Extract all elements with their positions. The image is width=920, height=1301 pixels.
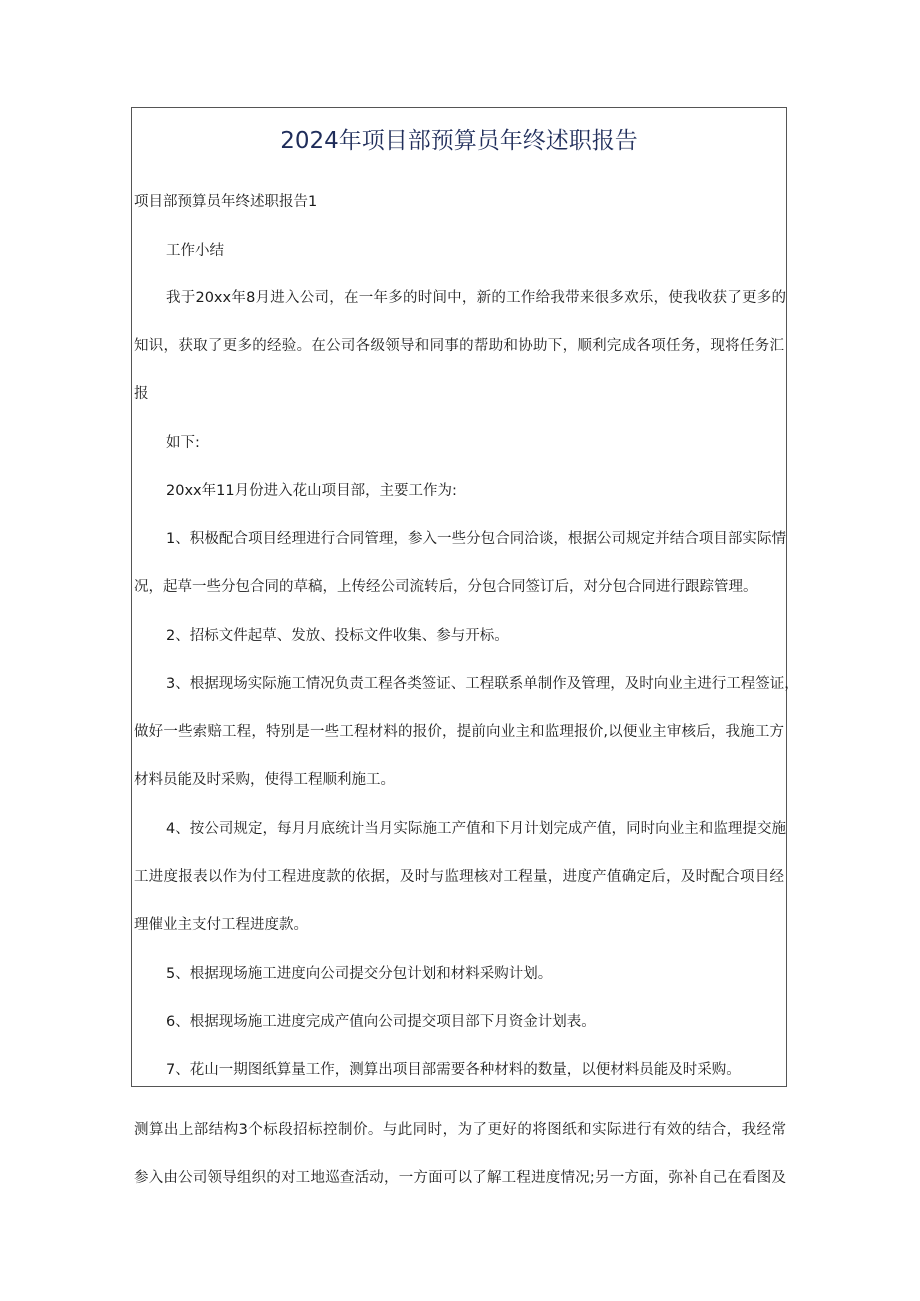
section-heading: 工作小结 — [166, 243, 224, 259]
item1-line-1: 1、积极配合项目经理进行合同管理，参入一些分包合同洽谈，根据公司规定并结合项目部实际情 — [166, 531, 786, 547]
item4-line-2: 工进度报表以作为付工程进度款的依据，及时与监理核对工程量，进度产值确定后，及时配合项目经 — [134, 869, 784, 885]
item4-line-3: 理催业主支付工程进度款。 — [134, 917, 308, 933]
item3-line-1: 3、根据现场实际施工情况负责工程各类签证、工程联系单制作及管理，及时向业主进行工程签证， — [166, 676, 799, 692]
continuation-line-1: 测算出上部结构3个标段招标控制价。与此同时，为了更好的将图纸和实际进行有效的结合，我经常 — [134, 1122, 786, 1138]
item3-line-3: 材料员能及时采购，使得工程顺利施工。 — [134, 772, 395, 788]
report-frame — [131, 107, 799, 1087]
as-follows: 如下: — [166, 435, 200, 451]
item5: 5、根据现场施工进度向公司提交分包计划和材料采购计划。 — [166, 966, 553, 982]
item1-line-2: 况，起草一些分包合同的草稿，上传经公司流转后，分包合同签订后，对分包合同进行跟踪管理。 — [134, 579, 758, 595]
item6: 6、根据现场施工进度完成产值向公司提交项目部下月资金计划表。 — [166, 1014, 596, 1030]
project-intro: 20xx年11月份进入花山项目部，主要工作为: — [166, 483, 457, 499]
intro-line-1: 我于20xx年8月进入公司，在一年多的时间中，新的工作给我带来很多欢乐，使我收获了更多的 — [166, 290, 786, 306]
report-subtitle: 项目部预算员年终述职报告1 — [134, 194, 318, 210]
item7: 7、花山一期图纸算量工作，测算出项目部需要各种材料的数量，以便材料员能及时采购。 — [166, 1062, 741, 1078]
document-title: 2024年项目部预算员年终述职报告 — [280, 128, 638, 154]
continuation-line-2: 参入由公司领导组织的对工地巡查活动，一方面可以了解工程进度情况;另一方面，弥补自己在看图及 — [134, 1170, 786, 1186]
intro-line-2: 知识，获取了更多的经验。在公司各级领导和同事的帮助和协助下，顺利完成各项任务，现将任务汇 — [134, 338, 784, 354]
intro-line-3: 报 — [134, 386, 149, 402]
item2: 2、招标文件起草、发放、投标文件收集、参与开标。 — [166, 628, 509, 644]
item3-line-2: 做好一些索赔工程，特别是一些工程材料的报价，提前向业主和监理报价,以便业主审核后，我施工方 — [134, 724, 784, 740]
item4-line-1: 4、按公司规定，每月月底统计当月实际施工产值和下月计划完成产值，同时向业主和监理提交施 — [166, 821, 786, 837]
